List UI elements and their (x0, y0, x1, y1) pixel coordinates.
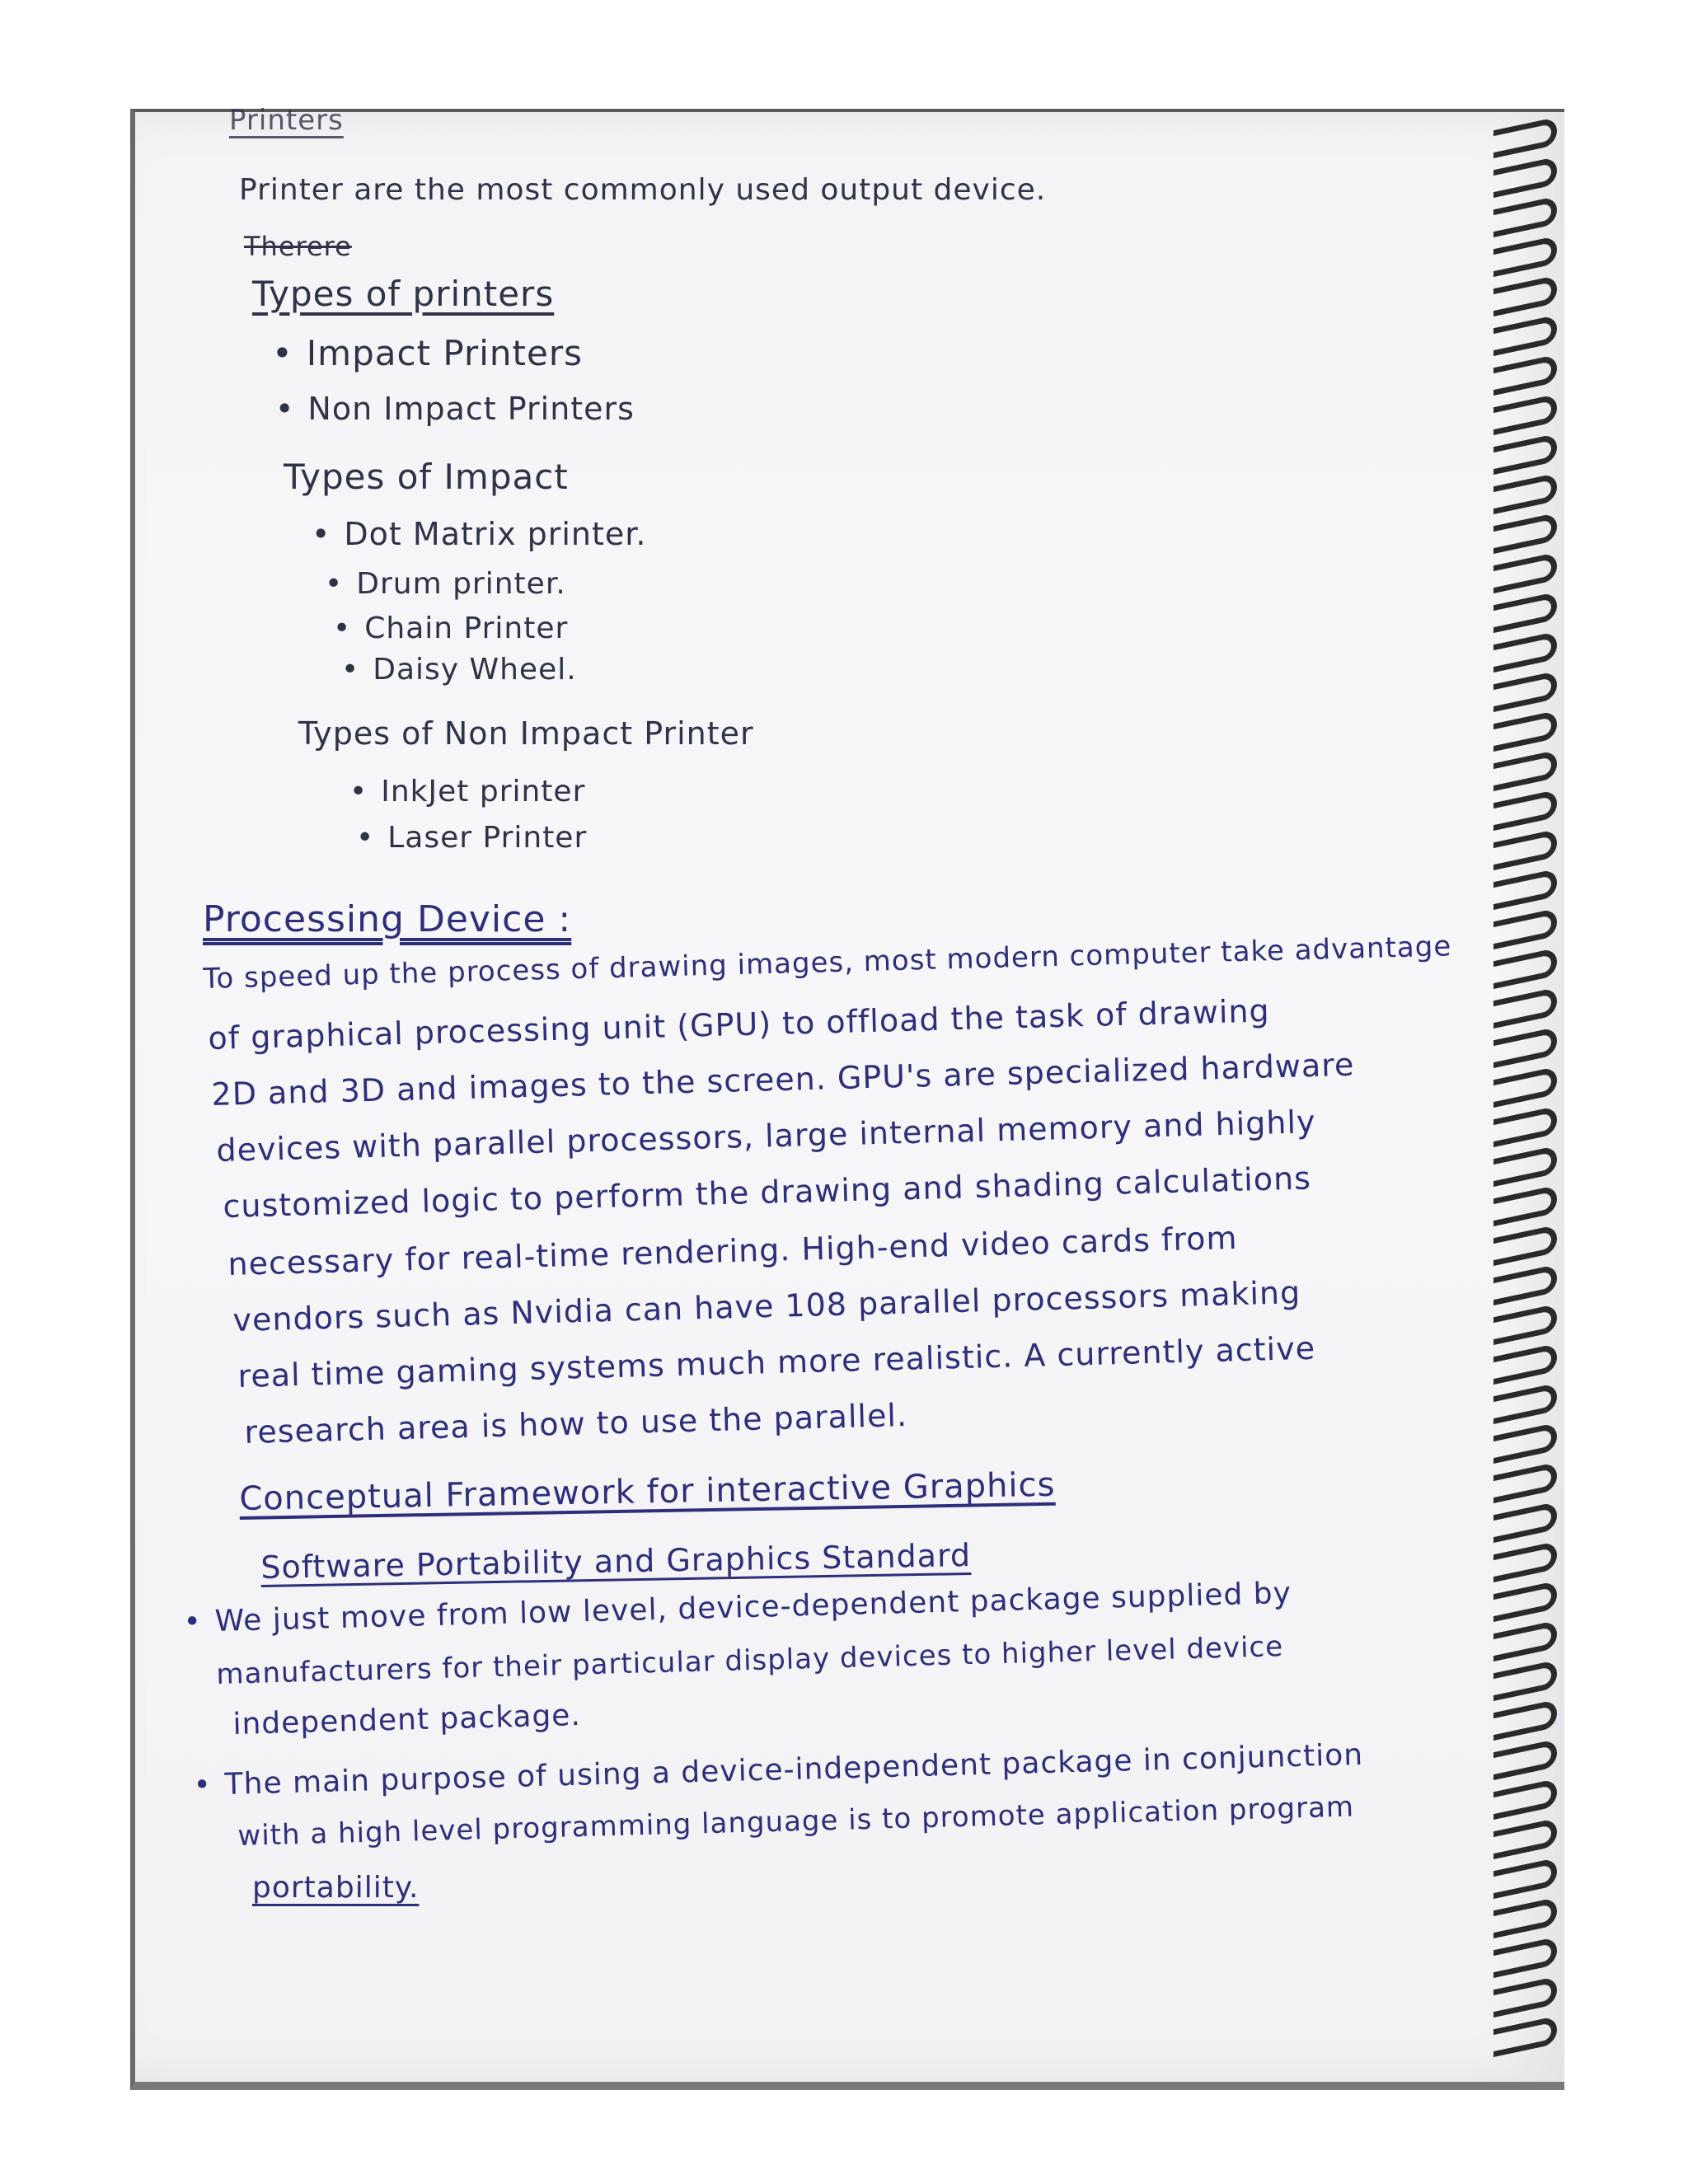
impact-type-drum: • Drum printer. (325, 567, 566, 601)
processing-line-3: 2D and 3D and images to the screen. GPU's are specialized hardware (211, 1046, 1355, 1113)
processing-line-8: real time gaming systems much more realistic. A currently active (237, 1329, 1316, 1394)
impact-type-dot-matrix: • Dot Matrix printer. (312, 516, 647, 552)
processing-line-2: of graphical processing unit (GPU) to offload the task of drawing (208, 992, 1271, 1057)
type-non-impact-printers: • Non Impact Printers (275, 391, 635, 427)
printers-intro: Printer are the most commonly used output device. (239, 173, 1047, 207)
framework-bullet-2-line-2: with a high level programming language is to promote application program (237, 1790, 1355, 1853)
faint-heading: Printers (229, 104, 344, 137)
non-impact-type-laser: • Laser Printer (356, 821, 587, 855)
processing-line-4: devices with parallel processors, large internal memory and highly (216, 1104, 1316, 1169)
framework-bullet-2-line-1: • The main purpose of using a device-independent package in conjunction (193, 1738, 1364, 1802)
processing-line-6: necessary for real-time rendering. High-end video cards from (227, 1219, 1238, 1282)
framework-bullet-2-line-3: portability. (252, 1871, 420, 1905)
processing-line-5: customized logic to perform the drawing and shading calculations (223, 1160, 1312, 1225)
framework-bullet-1-line-3: independent package. (232, 1698, 582, 1741)
software-portability-heading: Software Portability and Graphics Standard (260, 1536, 972, 1586)
non-impact-type-inkjet: • InkJet printer (349, 775, 585, 808)
impact-types-heading: Types of Impact (284, 457, 569, 497)
processing-line-1: To speed up the process of drawing images, most modern computer take advantage (203, 930, 1452, 996)
processing-line-7: vendors such as Nvidia can have 108 parallel processors making (232, 1274, 1301, 1338)
conceptual-framework-heading: Conceptual Framework for interactive Graphics (239, 1465, 1056, 1518)
processing-line-9: research area is how to use the parallel. (244, 1396, 908, 1451)
types-of-printers-heading: Types of printers (252, 274, 555, 314)
processing-device-heading: Processing Device : (203, 898, 572, 940)
non-impact-types-heading: Types of Non Impact Printer (298, 715, 754, 752)
impact-type-chain: • Chain Printer (333, 612, 568, 645)
framework-bullet-1-line-1: • We just move from low level, device-dependent package supplied by (183, 1577, 1292, 1639)
impact-type-daisy-wheel: • Daisy Wheel. (341, 653, 577, 687)
struck-word: Therere (244, 231, 352, 262)
type-impact-printers: • Impact Printers (272, 333, 583, 373)
framework-bullet-1-line-2: manufacturers for their particular display devices to higher level device (216, 1630, 1284, 1691)
